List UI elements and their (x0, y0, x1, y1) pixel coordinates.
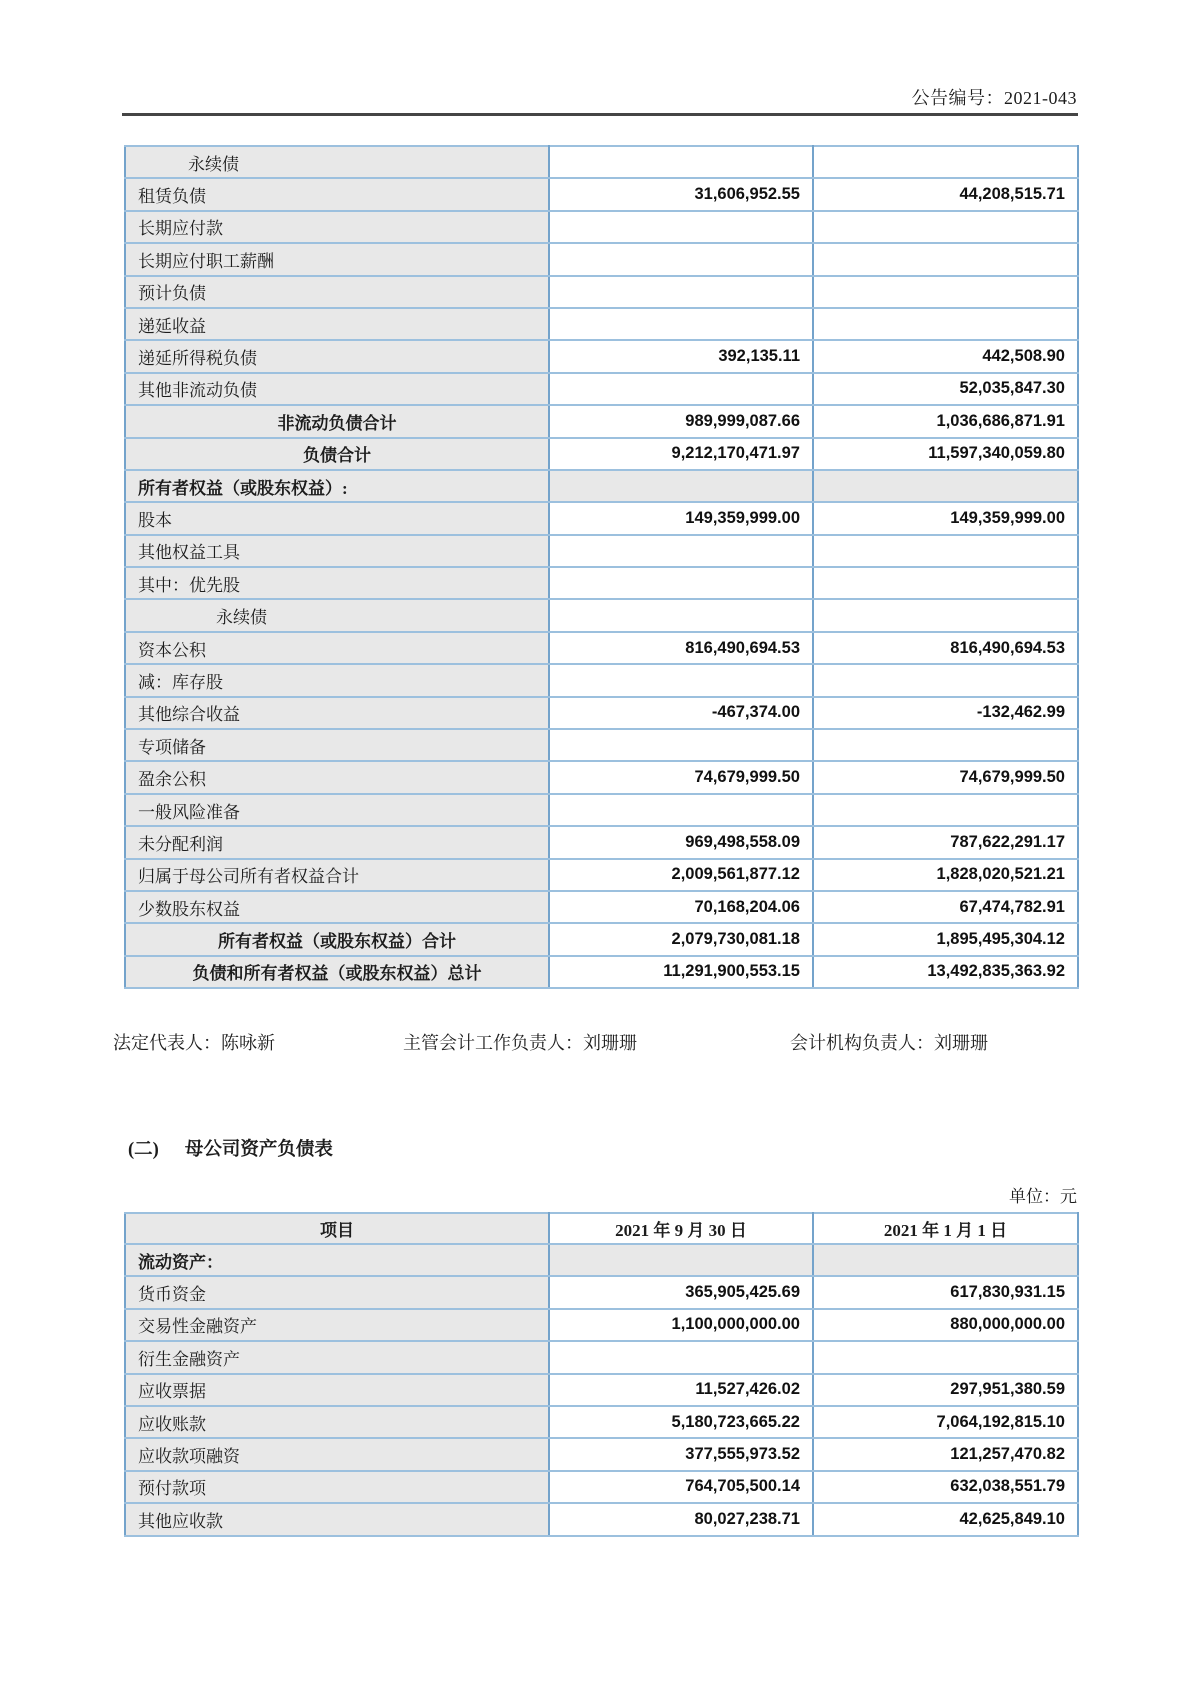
row-value-1: 149,359,999.00 (549, 502, 813, 534)
section-heading (128, 1135, 333, 1161)
row-value-1 (549, 211, 813, 243)
row-value-1: 70,168,204.06 (549, 891, 813, 923)
row-value-2 (813, 276, 1078, 308)
row-value-1: 764,705,500.14 (549, 1471, 813, 1503)
row-value-1: 11,527,426.02 (549, 1374, 813, 1406)
row-value-1: -467,374.00 (549, 697, 813, 729)
row-label: 所有者权益（或股东权益）合计 (125, 923, 549, 955)
row-label: 递延所得税负债 (125, 340, 549, 372)
row-label: 少数股东权益 (125, 891, 549, 923)
row-label: 应收票据 (125, 1374, 549, 1406)
row-value-2: 42,625,849.10 (813, 1503, 1078, 1535)
accounting-org-head: 会计机构负责人：刘珊珊 (790, 1033, 988, 1053)
row-label: 流动资产： (125, 1244, 549, 1276)
balance-sheet-table (124, 145, 1079, 989)
row-label: 归属于母公司所有者权益合计 (125, 859, 549, 891)
table-row (125, 1341, 1078, 1373)
row-value-2: 121,257,470.82 (813, 1438, 1078, 1470)
row-value-2 (813, 470, 1078, 502)
row-value-2 (813, 664, 1078, 696)
row-value-1: 31,606,952.55 (549, 178, 813, 210)
row-value-2: 1,828,020,521.21 (813, 859, 1078, 891)
row-label: 长期应付款 (125, 211, 549, 243)
table-row (125, 599, 1078, 631)
parent-company-balance-sheet (124, 1212, 1079, 1537)
row-value-1: 80,027,238.71 (549, 1503, 813, 1535)
row-value-1 (549, 470, 813, 502)
row-label: 租赁负债 (125, 178, 549, 210)
row-label: 专项储备 (125, 729, 549, 761)
row-value-2 (813, 599, 1078, 631)
row-value-2 (813, 535, 1078, 567)
table-row (125, 567, 1078, 599)
row-label: 非流动负债合计 (125, 405, 549, 437)
row-value-2: 442,508.90 (813, 340, 1078, 372)
row-value-1 (549, 535, 813, 567)
row-label: 未分配利润 (125, 826, 549, 858)
row-value-2 (813, 567, 1078, 599)
row-label: 永续债 (125, 599, 549, 631)
chief-accountant: 主管会计工作负责人：刘珊珊 (403, 1033, 637, 1053)
row-value-1: 365,905,425.69 (549, 1276, 813, 1308)
section-title: 母公司资产负债表 (184, 1140, 333, 1160)
row-value-1 (549, 1341, 813, 1373)
row-value-1 (549, 146, 813, 178)
row-label: 永续债 (125, 146, 549, 178)
row-value-2: 67,474,782.91 (813, 891, 1078, 923)
table-row (125, 340, 1078, 372)
row-value-1 (549, 567, 813, 599)
row-label: 所有者权益（或股东权益）: (125, 470, 549, 502)
row-value-2: 632,038,551.79 (813, 1471, 1078, 1503)
table-row (125, 1503, 1078, 1535)
row-label: 盈余公积 (125, 761, 549, 793)
table-row (125, 1471, 1078, 1503)
table-row (125, 1309, 1078, 1341)
row-value-2: 1,036,686,871.91 (813, 405, 1078, 437)
header-date-1: 2021 年 9 月 30 日 (549, 1213, 813, 1244)
header-item: 项目 (125, 1213, 549, 1244)
row-label: 其中：优先股 (125, 567, 549, 599)
table-row (125, 794, 1078, 826)
row-value-2: 816,490,694.53 (813, 632, 1078, 664)
table-row (125, 211, 1078, 243)
row-value-1 (549, 599, 813, 631)
row-value-1: 2,079,730,081.18 (549, 923, 813, 955)
table-row (125, 664, 1078, 696)
table-row (125, 859, 1078, 891)
row-value-2: 297,951,380.59 (813, 1374, 1078, 1406)
table-row (125, 632, 1078, 664)
row-value-2 (813, 243, 1078, 275)
row-value-2 (813, 1244, 1078, 1276)
row-value-2 (813, 211, 1078, 243)
row-value-1 (549, 1244, 813, 1276)
table-row (125, 178, 1078, 210)
row-label: 股本 (125, 502, 549, 534)
row-label: 其他权益工具 (125, 535, 549, 567)
header-rule (122, 113, 1078, 116)
balance-sheet-table-body (125, 146, 1078, 988)
row-value-1: 377,555,973.52 (549, 1438, 813, 1470)
parent-balance-sheet-table-body (125, 1244, 1078, 1536)
row-value-2: 74,679,999.50 (813, 761, 1078, 793)
signature-line (113, 1029, 1077, 1053)
table-row (125, 1244, 1078, 1276)
table-row (125, 146, 1078, 178)
unit-label: 单位：元 (1009, 1187, 1077, 1206)
row-value-2 (813, 794, 1078, 826)
table-row (125, 956, 1078, 988)
row-value-2: 52,035,847.30 (813, 373, 1078, 405)
row-value-1: 5,180,723,665.22 (549, 1406, 813, 1438)
row-value-2: 617,830,931.15 (813, 1276, 1078, 1308)
row-label: 负债和所有者权益（或股东权益）总计 (125, 956, 549, 988)
table-row (125, 826, 1078, 858)
row-label: 减：库存股 (125, 664, 549, 696)
table-row (125, 373, 1078, 405)
table-row (125, 729, 1078, 761)
row-value-1: 74,679,999.50 (549, 761, 813, 793)
table-row (125, 276, 1078, 308)
row-label: 其他非流动负债 (125, 373, 549, 405)
row-value-2: 1,895,495,304.12 (813, 923, 1078, 955)
row-label: 货币资金 (125, 1276, 549, 1308)
row-value-1 (549, 276, 813, 308)
row-label: 资本公积 (125, 632, 549, 664)
row-value-2 (813, 308, 1078, 340)
legal-representative: 法定代表人：陈咏新 (113, 1033, 275, 1053)
row-label: 递延收益 (125, 308, 549, 340)
table-row (125, 438, 1078, 470)
row-label: 预计负债 (125, 276, 549, 308)
row-label: 应收账款 (125, 1406, 549, 1438)
consolidated-balance-sheet-continued (124, 145, 1079, 989)
row-label: 其他综合收益 (125, 697, 549, 729)
table-row (125, 1374, 1078, 1406)
row-value-1: 9,212,170,471.97 (549, 438, 813, 470)
section-number: (二) (128, 1140, 159, 1160)
table-row (125, 1276, 1078, 1308)
row-value-2: 13,492,835,363.92 (813, 956, 1078, 988)
row-value-2: -132,462.99 (813, 697, 1078, 729)
table-row (125, 761, 1078, 793)
row-value-1 (549, 243, 813, 275)
row-value-1 (549, 308, 813, 340)
table-row (125, 308, 1078, 340)
table-row (125, 502, 1078, 534)
table-row (125, 470, 1078, 502)
row-value-1: 989,999,087.66 (549, 405, 813, 437)
row-value-1: 1,100,000,000.00 (549, 1309, 813, 1341)
row-value-2: 7,064,192,815.10 (813, 1406, 1078, 1438)
row-value-1 (549, 664, 813, 696)
row-value-2 (813, 729, 1078, 761)
row-label: 一般风险准备 (125, 794, 549, 826)
row-label: 负债合计 (125, 438, 549, 470)
table-row (125, 1406, 1078, 1438)
row-value-2: 149,359,999.00 (813, 502, 1078, 534)
row-value-1 (549, 373, 813, 405)
row-label: 交易性金融资产 (125, 1309, 549, 1341)
row-value-1: 969,498,558.09 (549, 826, 813, 858)
row-label: 衍生金融资产 (125, 1341, 549, 1373)
row-label: 其他应收款 (125, 1503, 549, 1535)
table-row (125, 923, 1078, 955)
row-value-2 (813, 146, 1078, 178)
table-row (125, 891, 1078, 923)
announcement-number: 公告编号：2021-043 (911, 88, 1077, 108)
row-value-1: 2,009,561,877.12 (549, 859, 813, 891)
row-label: 应收款项融资 (125, 1438, 549, 1470)
row-value-1 (549, 794, 813, 826)
table-row (125, 1438, 1078, 1470)
row-label: 长期应付职工薪酬 (125, 243, 549, 275)
row-value-1: 816,490,694.53 (549, 632, 813, 664)
row-label: 预付款项 (125, 1471, 549, 1503)
row-value-2: 44,208,515.71 (813, 178, 1078, 210)
row-value-1: 11,291,900,553.15 (549, 956, 813, 988)
table-header-row (125, 1213, 1078, 1244)
row-value-2 (813, 1341, 1078, 1373)
row-value-2: 880,000,000.00 (813, 1309, 1078, 1341)
row-value-2: 11,597,340,059.80 (813, 438, 1078, 470)
row-value-1: 392,135.11 (549, 340, 813, 372)
table-row (125, 535, 1078, 567)
header-date-2: 2021 年 1 月 1 日 (813, 1213, 1078, 1244)
table-row (125, 697, 1078, 729)
row-value-2: 787,622,291.17 (813, 826, 1078, 858)
row-value-1 (549, 729, 813, 761)
table-row (125, 405, 1078, 437)
parent-balance-sheet-table (124, 1212, 1079, 1537)
table-row (125, 243, 1078, 275)
